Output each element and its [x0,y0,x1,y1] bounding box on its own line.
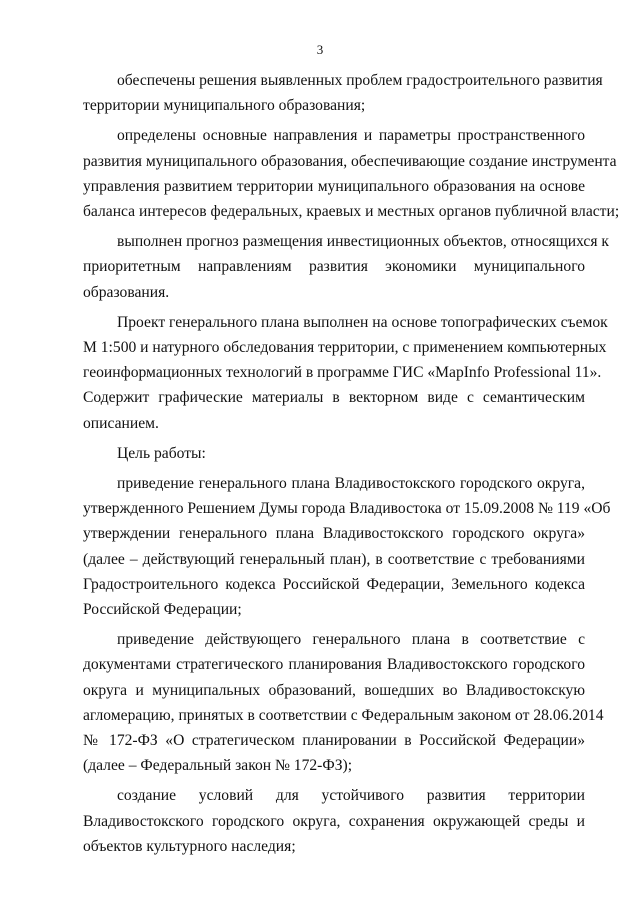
text-line: (далее – Федеральный закон № 172-ФЗ); [83,757,353,775]
text-line: обеспечены решения выявленных проблем градостроительного развития [117,72,603,89]
text-line: утвержденного Решением Думы города Владивостока от 15.09.2008 № 119 «Об [83,500,611,518]
text-line: утверждении генерального плана Владивостокского городского округа» [83,525,585,543]
text-line: определены основные направления и параметры пространственного [117,127,585,145]
text-line: агломерацию, принятых в соответствии с Федеральным законом от 28.06.2014 [83,706,604,724]
text-line: приведение действующего генерального плана в соответствие с [117,631,585,649]
text-line: приведение генерального плана Владивостокского городского округа, [117,475,585,493]
text-line: создание условий для устойчивого развития территории [117,787,585,805]
paragraph-p4 [83,310,608,436]
paragraph-p1 [83,68,603,118]
paragraph-p2 [83,123,620,224]
text-line: Цель работы: [117,444,206,462]
text-line: № 172-ФЗ «О стратегическом планировании в Российской Федерации» [83,732,585,750]
text-line: развития муниципального образования, обеспечивающие создание инструмента [83,152,617,170]
text-line: документами стратегического планирования Владивостокского городского [83,656,585,674]
text-line: Владивостокского городского округа, сохранения окружающей среды и [83,812,585,830]
text-line: геоинформационных технологий в программе ГИС «MapInfo Professional 11». [83,364,602,382]
text-line: М 1:500 и натурного обследования территории, с применением компьютерных [83,339,607,357]
text-line: выполнен прогноз размещения инвестиционных объектов, относящихся к [117,233,610,251]
text-line: приоритетным направлениям развития экономики муниципального [83,258,585,276]
text-line: описанием. [83,414,159,432]
text-line: Содержит графические материалы в векторном виде с семантическим [83,389,585,407]
text-line: Градостроительного кодекса Российской Федерации, Земельного кодекса [83,575,585,593]
text-line: управления развитием территории муниципального образования на основе [83,177,585,195]
text-line: образования. [83,283,170,301]
paragraph-p5 [83,441,585,466]
paragraph-p3 [83,229,610,305]
text-line: округа и муниципальных образований, вошедших во Владивостокскую [83,681,585,699]
document-body [83,68,620,859]
page-number: 3 [316,42,324,57]
text-line: Проект генерального плана выполнен на основе топографических съемок [117,313,608,331]
text-line: территории муниципального образования; [83,97,366,115]
text-line: (далее – действующий генеральный план), в соответствие с требованиями [83,550,585,568]
paragraph-p8 [83,783,585,859]
text-line: Российской Федерации; [83,601,242,619]
text-line: объектов культурного наследия; [83,837,296,855]
text-line: баланса интересов федеральных, краевых и местных органов публичной власти; [83,203,620,221]
paragraph-p7 [83,627,604,778]
paragraph-p6 [83,471,611,622]
